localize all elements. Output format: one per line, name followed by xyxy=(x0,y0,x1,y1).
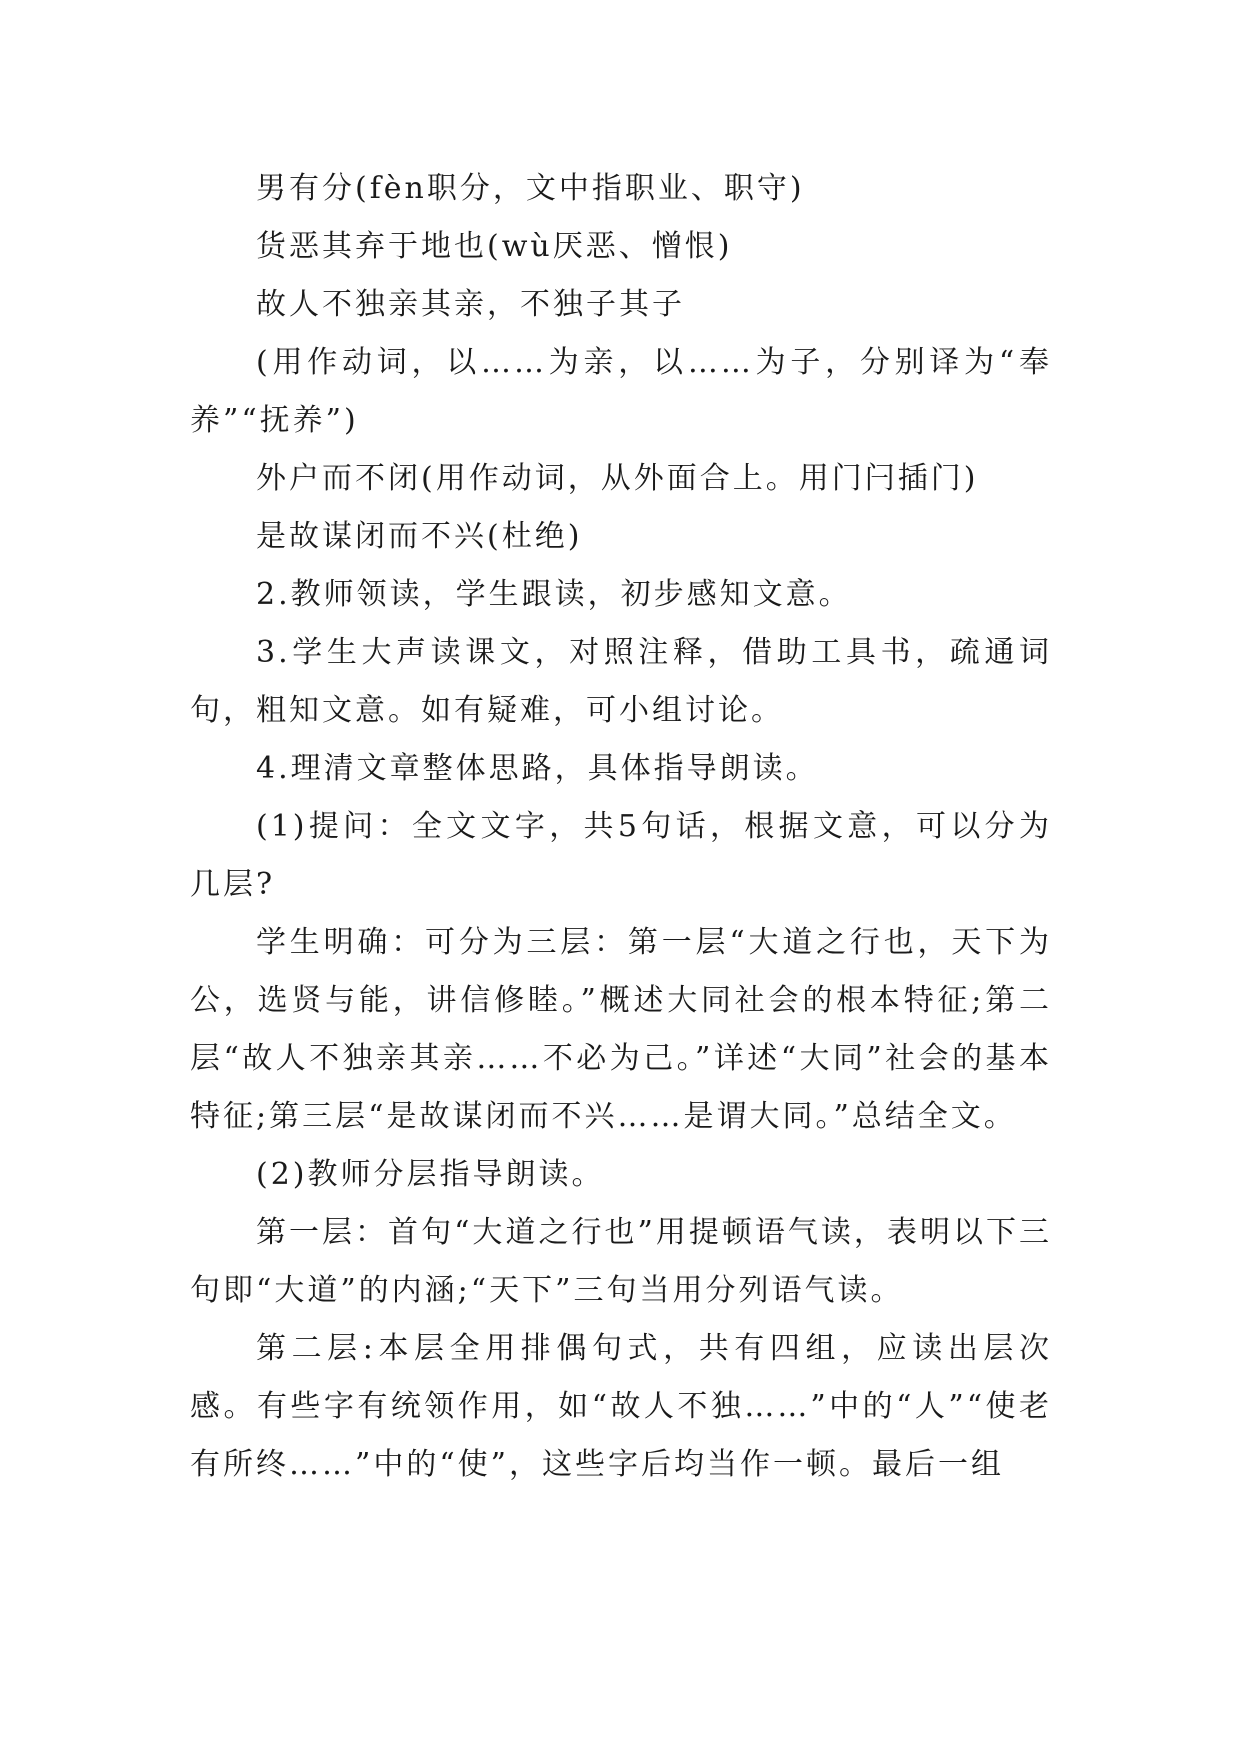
paragraph-6: 是故谋闭而不兴(杜绝) xyxy=(256,519,583,554)
paragraph-8: 3.学生大声读课文，对照注释，借助工具书，疏通词句，粗知文意。如有疑难，可小组讨论。 xyxy=(190,635,1052,728)
paragraph-13: 第一层：首句“大道之行也”用提顿语气读，表明以下三句即“大道”的内涵;“天下”三句当用分列语气读。 xyxy=(190,1215,1052,1308)
paragraph-10: (1)提问：全文文字，共5句话，根据文意，可以分为几层? xyxy=(190,809,1052,902)
paragraph-1: 男有分(fèn职分，文中指职业、职守) xyxy=(256,171,805,206)
paragraph-3: 故人不独亲其亲，不独子其子 xyxy=(256,287,685,322)
paragraph-5: 外户而不闭(用作动词，从外面合上。用门闩插门) xyxy=(256,461,979,496)
paragraph-14: 第二层:本层全用排偶句式，共有四组，应读出层次感。有些字有统领作用，如“故人不独……”中的“人”“使老有所终……”中的“使”，这些字后均当作一顿。最后一组 xyxy=(190,1331,1052,1482)
document-body xyxy=(190,160,1052,1494)
paragraph-4: (用作动词，以……为亲，以……为子，分别译为“奉养”“抚养”) xyxy=(190,345,1052,438)
paragraph-11: 学生明确：可分为三层：第一层“大道之行也，天下为公，选贤与能，讲信修睦。”概述大同社会的根本特征;第二层“故人不独亲其亲……不必为己。”详述“大同”社会的基本特征;第三层“是故谋闭而不兴……是谓大同。”总结全文。 xyxy=(190,925,1052,1134)
paragraph-7: 2.教师领读，学生跟读，初步感知文意。 xyxy=(256,577,852,612)
paragraph-12: (2)教师分层指导朗读。 xyxy=(256,1157,605,1192)
paragraph-9: 4.理清文章整体思路，具体指导朗读。 xyxy=(256,751,819,786)
paragraph-2: 货恶其弃于地也(wù厌恶、憎恨) xyxy=(256,229,733,264)
